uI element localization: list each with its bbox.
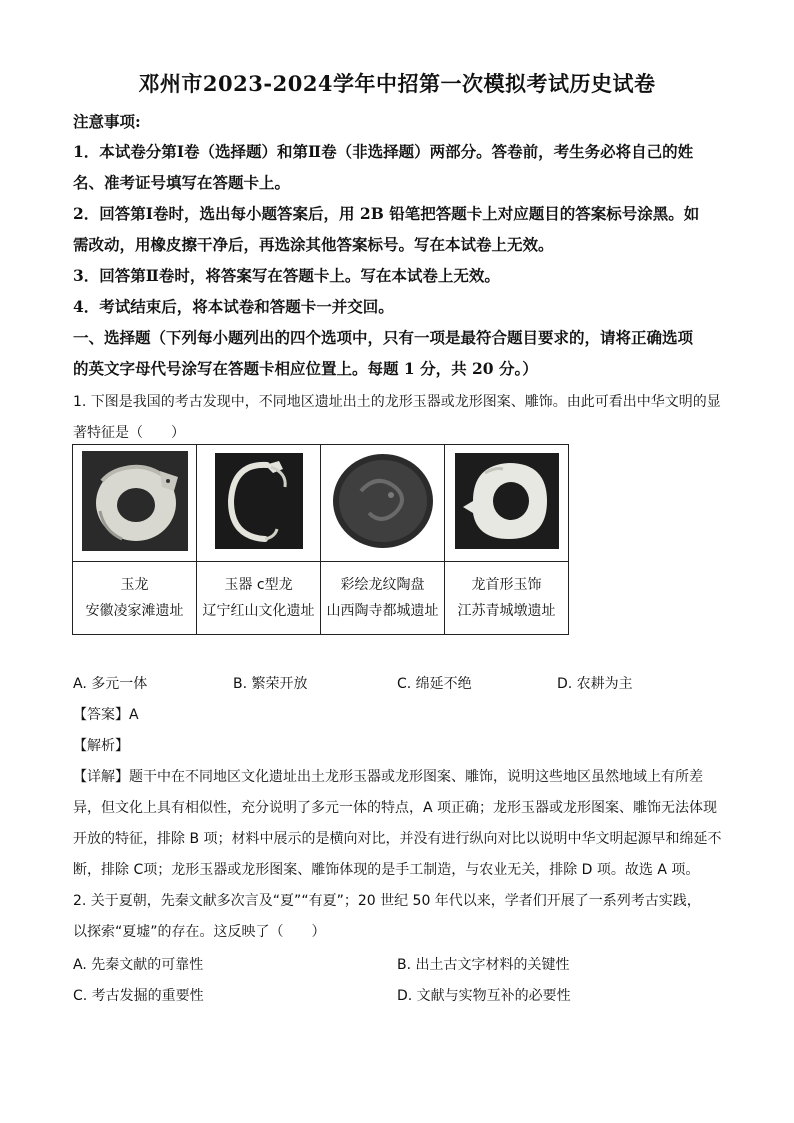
relic-caption (73, 562, 197, 635)
relic-name: 玉器 c型龙 (224, 577, 293, 593)
detail-line: 断，排除 C项；龙形玉器或龙形图案、雕饰体现的是手工制造，与农业无关，排除 D 项。故选 A 项。 (73, 862, 700, 878)
dragon-head-jade-image (455, 453, 559, 549)
analysis-label: 【解析】 (73, 738, 129, 754)
relic-caption (197, 562, 321, 635)
notice-line: 名、准考证号填写在答题卡上。 (73, 173, 291, 192)
relic-caption (445, 562, 569, 635)
question-2-option-b: B. 出土古文字材料的关键性 (397, 957, 570, 973)
question-1-option-b: B. 繁荣开放 (233, 676, 308, 692)
relic-site: 山西陶寺都城遗址 (326, 603, 439, 619)
section-heading: 一、选择题（下列每小题列出的四个选项中，只有一项是最符合题目要求的，请将正确选项 (73, 328, 694, 347)
question-2-option-c: C. 考古发掘的重要性 (73, 988, 204, 1004)
relic-site: 江苏青城墩遗址 (457, 603, 556, 619)
question-2-stem: 2. 关于夏朝，先秦文献多次言及“夏”“有夏”；20 世纪 50 年代以来，学者们开展了一系列考古实践， (73, 893, 701, 909)
relic-caption (321, 562, 445, 635)
question-2-stem: 以探索“夏墟”的存在。这反映了（ ） (73, 924, 326, 940)
question-2-option-d: D. 文献与实物互补的必要性 (397, 988, 571, 1004)
page-title: 邓州市2023-2024学年中招第一次模拟考试历史试卷 (138, 71, 656, 96)
notice-line: 4．考试结束后，将本试卷和答题卡一并交回。 (73, 297, 394, 316)
relic-name: 彩绘龙纹陶盘 (340, 577, 425, 593)
question-1-option-a: A. 多元一体 (73, 676, 148, 692)
relic-name: 玉龙 (120, 577, 149, 593)
question-1-option-c: C. 绵延不绝 (397, 676, 472, 692)
relic-table (72, 444, 569, 635)
relic-image-dragon-head-jade (445, 445, 569, 562)
notice-line: 2．回答第Ⅰ卷时，选出每小题答案后，用 2B 铅笔把答题卡上对应题目的答案标号涂黑。如 (73, 204, 700, 223)
relic-site: 安徽凌家滩遗址 (85, 603, 184, 619)
relic-site: 辽宁红山文化遗址 (202, 603, 315, 619)
painted-plate-image (329, 451, 437, 551)
notice-line: 需改动，用橡皮擦干净后，再选涂其他答案标号。写在本试卷上无效。 (73, 235, 554, 254)
question-1-option-d: D. 农耕为主 (557, 676, 633, 692)
relic-image-jade-dragon (73, 445, 197, 562)
c-dragon-image (215, 453, 303, 549)
question-2-option-a: A. 先秦文献的可靠性 (73, 957, 204, 973)
detail-line: 异，但文化上具有相似性，充分说明了多元一体的特点，A 项正确；龙形玉器或龙形图案、雕饰无法体现 (73, 800, 718, 816)
relic-image-painted-plate (321, 445, 445, 562)
section-heading: 的英文字母代号涂写在答题卡相应位置上。每题 1 分，共 20 分。） (73, 359, 538, 378)
notice-line: 3．回答第Ⅱ卷时，将答案写在答题卡上。写在本试卷上无效。 (73, 266, 500, 285)
jade-dragon-image (82, 451, 188, 551)
answer-label: 【答案】A (73, 707, 139, 723)
detail-line: 开放的特征，排除 B 项；材料中展示的是横向对比，并没有进行纵向对比以说明中华文明起源早和绵延不 (73, 831, 722, 847)
question-1-stem: 著特征是（ ） (73, 425, 185, 441)
relic-image-c-dragon (197, 445, 321, 562)
relic-name: 龙首形玉饰 (471, 577, 542, 593)
notice-heading: 注意事项: (73, 112, 141, 131)
detail-line: 【详解】题干中在不同地区文化遗址出土龙形玉器或龙形图案、雕饰，说明这些地区虽然地域上有所差 (73, 769, 703, 785)
question-1-stem: 1. 下图是我国的考古发现中，不同地区遗址出土的龙形玉器或龙形图案、雕饰。由此可看出中华文明的显 (73, 394, 721, 410)
notice-line: 1．本试卷分第Ⅰ卷（选择题）和第Ⅱ卷（非选择题）两部分。答卷前，考生务必将自己的姓 (73, 142, 694, 161)
